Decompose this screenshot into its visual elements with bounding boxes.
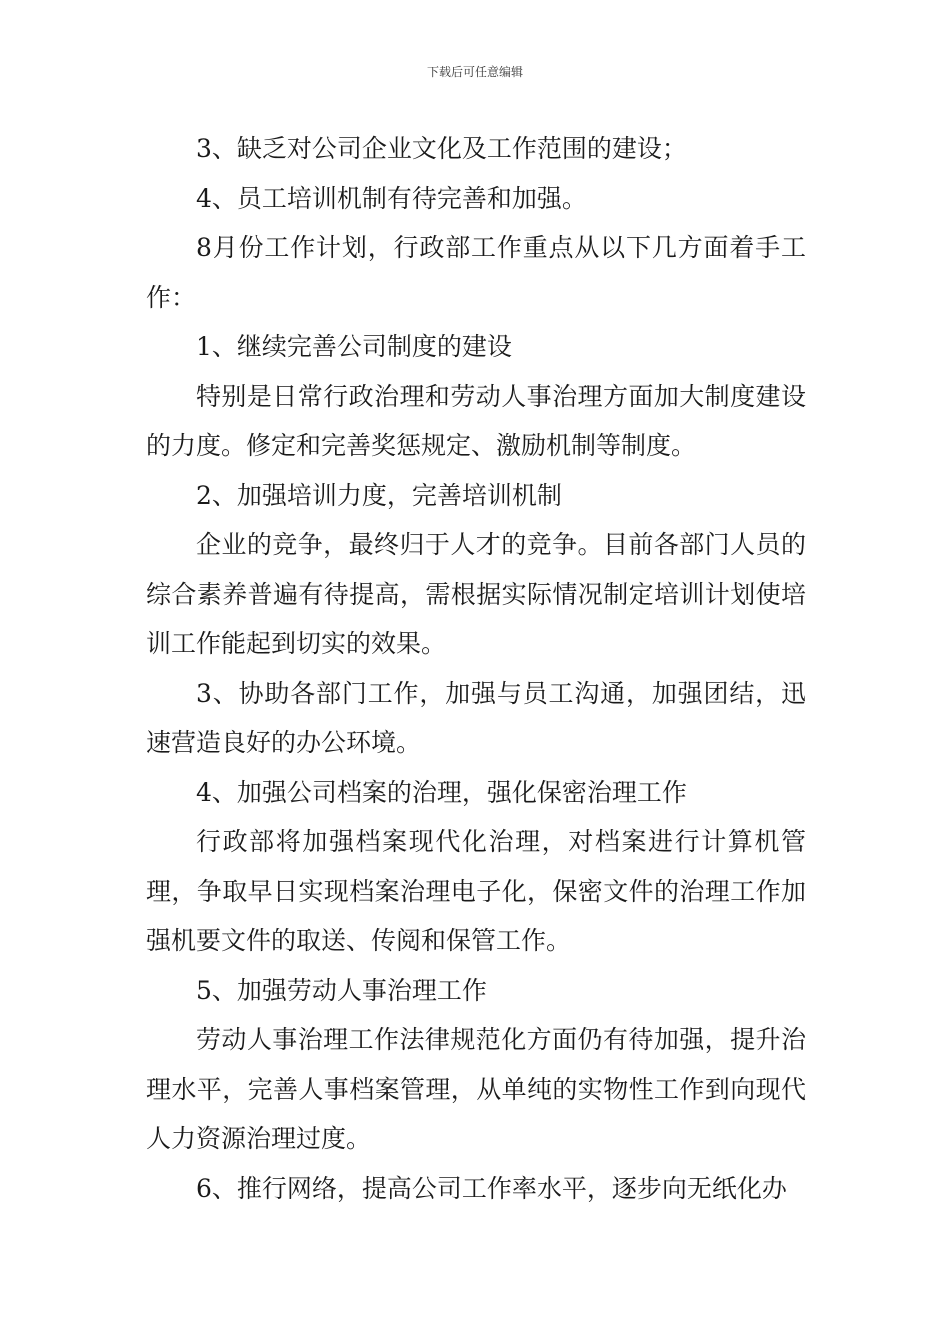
paragraph: 8月份工作计划，行政部工作重点从以下几方面着手工作： xyxy=(146,233,806,312)
paragraph: 3、缺乏对公司企业文化及工作范围的建设； xyxy=(196,134,687,163)
document-body xyxy=(146,124,806,1213)
paragraph: 行政部将加强档案现代化治理，对档案进行计算机管理，争取早日实现档案治理电子化，保密文件的治理工作加强机要文件的取送、传阅和保管工作。 xyxy=(146,827,806,955)
paragraph: 2、加强培训力度，完善培训机制 xyxy=(196,480,562,510)
paragraph: 劳动人事治理工作法律规范化方面仍有待加强，提升治理水平，完善人事档案管理，从单纯的实物性工作到向现代人力资源治理过度。 xyxy=(146,1025,806,1153)
paragraph: 5、加强劳动人事治理工作 xyxy=(196,975,487,1005)
paragraph: 企业的竞争，最终归于人才的竞争。目前各部门人员的综合素养普遍有待提高，需根据实际情况制定培训计划使培训工作能起到切实的效果。 xyxy=(146,530,806,658)
paragraph: 4、员工培训机制有待完善和加强。 xyxy=(196,183,587,213)
paragraph: 1、继续完善公司制度的建设 xyxy=(196,332,512,361)
paragraph: 特别是日常行政治理和劳动人事治理方面加大制度建设的力度。修定和完善奖惩规定、激励机制等制度。 xyxy=(146,381,806,460)
paragraph: 4、加强公司档案的治理，强化保密治理工作 xyxy=(196,777,687,807)
paragraph: 6、推行网络，提高公司工作率水平，逐步向无纸化办 xyxy=(196,1173,787,1203)
paragraph: 3、协助各部门工作，加强与员工沟通，加强团结，迅速营造良好的办公环境。 xyxy=(146,678,806,757)
page-header: 下载后可任意编辑 xyxy=(426,65,523,79)
